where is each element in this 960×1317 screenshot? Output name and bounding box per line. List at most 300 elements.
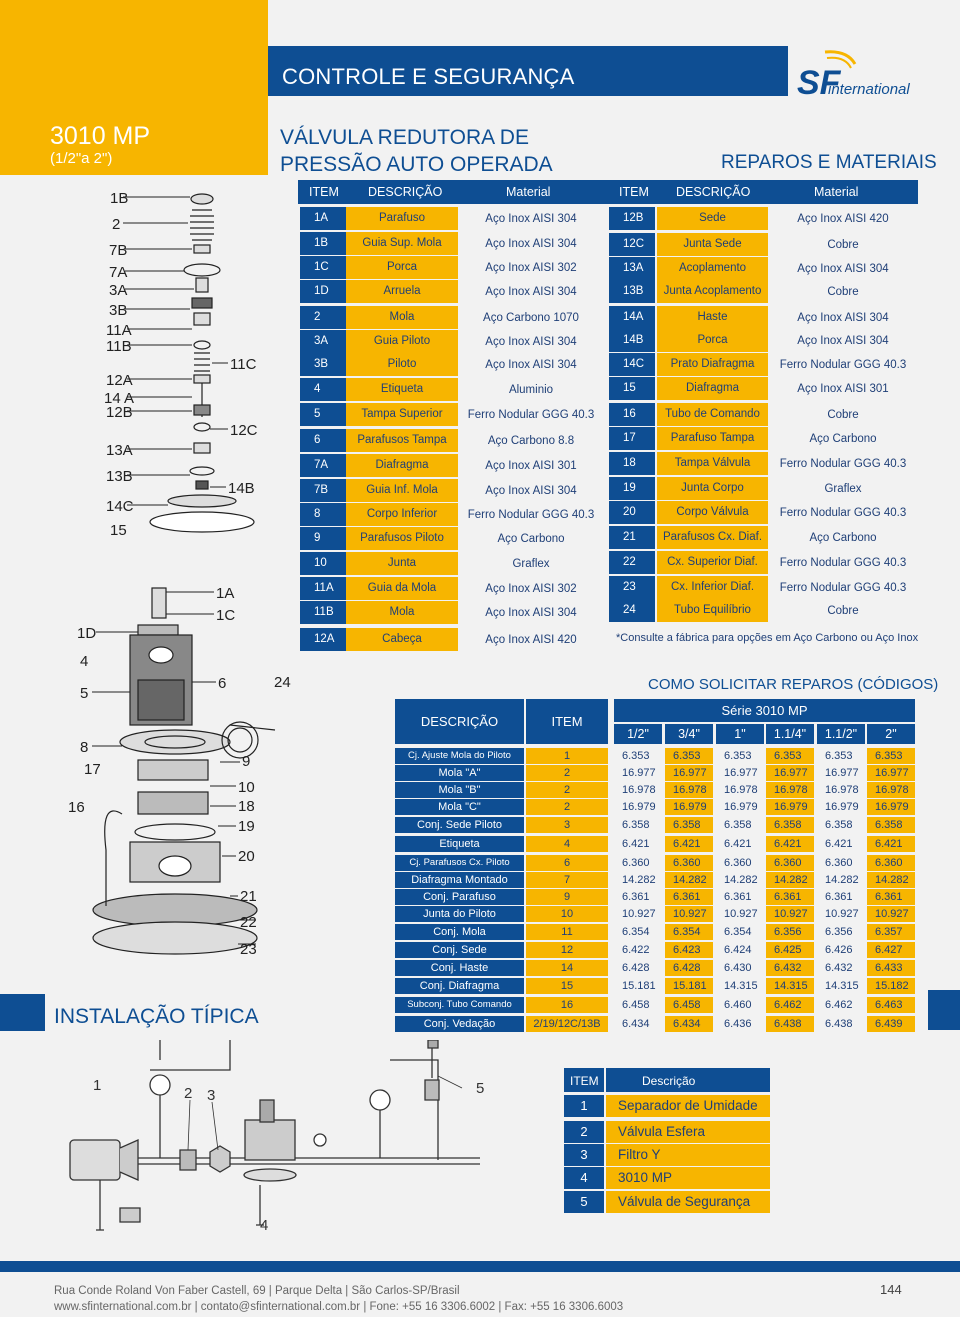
footer-contacts: www.sfinternational.com.br | contato@sfinternational.com.br | Fone: +55 16 3306.6002 | Fax: +55 16 3306.6003 [54, 1301, 624, 1313]
code-item: 11 [526, 924, 608, 940]
part-material: Aço Carbono 8.8 [487, 435, 575, 447]
code-description: Conj. Mola [395, 924, 524, 940]
code-value: 6.358 [766, 817, 814, 833]
svg-text:11B: 11B [106, 338, 132, 355]
part-description: Mola [346, 601, 458, 624]
footer-address: Rua Conde Roland Von Faber Castell, 69 | Parque Delta | São Carlos-SP/Brasil [54, 1285, 460, 1297]
part-material: Aço Inox AISI 301 [797, 383, 889, 395]
code-value: 6.438 [825, 1018, 853, 1030]
svg-text:7B: 7B [109, 242, 128, 259]
code-value: 16.979 [867, 799, 915, 815]
part-description: Guia Piloto [346, 330, 458, 353]
part-material: Ferro Nodular GGG 40.3 [779, 458, 907, 470]
code-value: 6.432 [766, 960, 814, 976]
legend-description: Filtro Y [606, 1144, 770, 1166]
part-item: 14C [609, 353, 655, 376]
svg-text:3: 3 [207, 1087, 216, 1104]
code-description: Mola "B" [395, 782, 524, 798]
svg-text:2: 2 [112, 216, 121, 233]
part-item: 5 [300, 403, 346, 426]
codes-title: COMO SOLICITAR REPAROS (CÓDIGOS) [648, 676, 939, 693]
part-item: 14B [609, 329, 655, 352]
code-value: 15.181 [665, 978, 713, 994]
part-material: Aço Inox AISI 302 [485, 583, 577, 595]
code-value: 6.353 [622, 750, 650, 762]
part-item: 11A [300, 577, 346, 600]
part-item: 10 [300, 552, 346, 575]
code-value: 6.354 [622, 926, 650, 938]
code-value: 6.357 [867, 924, 915, 940]
header-description: DESCRIÇÃO [368, 185, 443, 199]
part-material: Graflex [824, 483, 862, 495]
part-description: Porca [346, 256, 458, 279]
valve-title [280, 124, 553, 178]
code-value: 6.424 [724, 944, 752, 956]
part-material: Ferro Nodular GGG 40.3 [779, 507, 907, 519]
code-value: 6.428 [622, 962, 650, 974]
installation-title: INSTALAÇÃO TÍPICA [54, 1005, 259, 1028]
legend-header-item: ITEM [564, 1068, 604, 1092]
part-description: Parafuso Tampa [657, 427, 768, 450]
part-material: Aço Carbono [497, 533, 565, 545]
code-description: Mola "A" [395, 765, 524, 781]
part-item: 16 [609, 403, 655, 426]
part-material: Aço Inox AISI 304 [485, 485, 577, 497]
codes-size-header: 1.1/4" [766, 724, 814, 744]
svg-text:1A: 1A [216, 585, 235, 602]
code-value: 6.439 [867, 1016, 915, 1032]
part-material: Ferro Nodular GGG 40.3 [779, 557, 907, 569]
code-value: 14.282 [867, 872, 915, 888]
legend-description: Válvula Esfera [606, 1121, 770, 1143]
part-item: 15 [609, 377, 655, 400]
svg-text:19: 19 [238, 818, 255, 835]
code-value: 16.977 [622, 767, 656, 779]
code-value: 6.421 [665, 836, 713, 852]
part-item: 3B [300, 353, 346, 376]
part-description: Arruela [346, 280, 458, 303]
code-value: 6.432 [825, 962, 853, 974]
code-value: 6.361 [724, 891, 752, 903]
legend-description: Válvula de Segurança [606, 1191, 770, 1213]
code-value: 6.423 [665, 942, 713, 958]
part-item: 1C [300, 256, 346, 279]
code-value: 16.978 [665, 782, 713, 798]
code-value: 6.426 [825, 944, 853, 956]
part-item: 13B [609, 280, 655, 303]
part-item: 13A [609, 257, 655, 280]
part-description: Tubo de Comando [657, 403, 768, 426]
codes-size-header: 3/4" [665, 724, 713, 744]
valve-title-line2: PRESSÃO AUTO OPERADA [280, 153, 553, 176]
code-item: 10 [526, 906, 608, 922]
parts-note: *Consulte a fábrica para opções em Aço Carbono ou Aço Inox [616, 632, 919, 644]
part-item: 24 [609, 599, 655, 622]
part-description: Sede [657, 207, 768, 230]
code-value: 6.433 [867, 960, 915, 976]
code-item: 15 [526, 978, 608, 994]
code-value: 6.360 [665, 855, 713, 871]
svg-text:4: 4 [80, 653, 89, 670]
legend-item: 3 [564, 1144, 604, 1166]
part-material: Aço Carbono 1070 [483, 312, 579, 324]
code-value: 6.425 [766, 942, 814, 958]
svg-text:18: 18 [238, 798, 255, 815]
code-value: 14.282 [825, 874, 859, 886]
svg-text:24: 24 [274, 674, 291, 691]
code-value: 6.358 [867, 817, 915, 833]
legend-item: 2 [564, 1121, 604, 1143]
codes-size-header: 1" [716, 724, 764, 744]
code-value: 6.428 [665, 960, 713, 976]
svg-text:4: 4 [260, 1217, 269, 1234]
logo-text: international [828, 81, 910, 98]
part-material: Ferro Nodular GGG 40.3 [467, 509, 595, 521]
part-material: Cobre [827, 605, 859, 617]
part-material: Aço Inox AISI 304 [485, 336, 577, 348]
footer-band [0, 1261, 960, 1272]
code-value: 6.353 [867, 748, 915, 764]
codes-header-item: ITEM [526, 699, 608, 744]
legend-description: Separador de Umidade [606, 1095, 770, 1117]
part-material: Aço Inox AISI 420 [797, 213, 889, 225]
part-material: Cobre [827, 409, 859, 421]
code-description: Conj. Diafragma [395, 978, 524, 994]
code-value: 6.460 [724, 999, 752, 1011]
part-material: Graflex [512, 558, 550, 570]
code-value: 6.438 [766, 1016, 814, 1032]
code-value: 6.358 [825, 819, 853, 831]
svg-text:20: 20 [238, 848, 255, 865]
part-material: Aço Inox AISI 304 [485, 359, 577, 371]
code-description: Conj. Sede [395, 942, 524, 958]
code-value: 16.977 [766, 765, 814, 781]
code-value: 6.427 [867, 942, 915, 958]
code-value: 16.978 [825, 784, 859, 796]
code-value: 6.361 [825, 891, 853, 903]
code-value: 6.358 [665, 817, 713, 833]
installation-bar [0, 994, 45, 1031]
code-value: 6.462 [766, 997, 814, 1013]
code-item: 7 [526, 872, 608, 888]
code-value: 16.977 [665, 765, 713, 781]
header-item: ITEM [309, 185, 339, 199]
codes-header-serie: Série 3010 MP [614, 699, 915, 722]
part-description: Junta Corpo [657, 477, 768, 500]
codes-size-header: 1.1/2" [817, 724, 865, 744]
code-value: 6.462 [825, 999, 853, 1011]
svg-text:3B: 3B [109, 302, 128, 319]
code-value: 16.977 [724, 767, 758, 779]
part-item: 17 [609, 427, 655, 450]
svg-text:12B: 12B [106, 404, 133, 421]
part-material: Cobre [827, 286, 859, 298]
svg-text:10: 10 [238, 779, 255, 796]
svg-text:2: 2 [184, 1085, 193, 1102]
legend-description: 3010 MP [606, 1167, 770, 1189]
part-material: Aço Inox AISI 304 [485, 213, 577, 225]
code-value: 6.458 [665, 997, 713, 1013]
part-material: Ferro Nodular GGG 40.3 [779, 582, 907, 594]
code-value: 6.353 [766, 748, 814, 764]
code-value: 6.361 [665, 889, 713, 905]
code-value: 6.353 [825, 750, 853, 762]
svg-text:16: 16 [68, 799, 85, 816]
svg-text:17: 17 [84, 761, 101, 778]
code-value: 15.182 [867, 978, 915, 994]
part-description: Etiqueta [346, 378, 458, 401]
code-item: 12 [526, 942, 608, 958]
svg-text:11A: 11A [106, 322, 132, 339]
svg-text:3A: 3A [109, 282, 128, 299]
part-material: Cobre [827, 239, 859, 251]
part-item: 1B [300, 232, 346, 255]
part-material: Aço Inox AISI 302 [485, 262, 577, 274]
svg-text:7A: 7A [109, 264, 128, 281]
header-description: DESCRIÇÃO [676, 185, 751, 199]
svg-text:5: 5 [476, 1080, 485, 1097]
part-material: Aço Inox AISI 301 [485, 460, 577, 472]
part-description: Prato Diafragma [657, 353, 768, 376]
svg-text:5: 5 [80, 685, 89, 702]
exploded-valve-diagram [60, 580, 300, 975]
part-item: 22 [609, 551, 655, 574]
model-size: (1/2"a 2") [50, 150, 113, 167]
part-item: 12C [609, 233, 655, 256]
code-value: 14.282 [622, 874, 656, 886]
header-item: ITEM [619, 185, 649, 199]
code-value: 6.421 [724, 838, 752, 850]
svg-text:11C: 11C [230, 356, 257, 373]
exploded-pilot-diagram [60, 185, 270, 545]
part-description: Tampa Válvula [657, 452, 768, 475]
part-material: Aluminio [508, 384, 554, 396]
svg-text:14C: 14C [106, 498, 134, 515]
code-value: 10.927 [867, 906, 915, 922]
part-description: Parafusos Cx. Diaf. [657, 526, 768, 549]
code-value: 6.360 [622, 857, 650, 869]
part-item: 12B [609, 207, 655, 230]
page-number: 144 [880, 1282, 902, 1297]
codes-header-description: DESCRIÇÃO [395, 699, 524, 744]
svg-text:13A: 13A [106, 442, 133, 459]
code-value: 6.358 [622, 819, 650, 831]
svg-text:9: 9 [242, 753, 251, 770]
part-material: Aço Inox AISI 304 [797, 263, 889, 275]
code-value: 14.282 [766, 872, 814, 888]
codes-size-header: 2" [867, 724, 915, 744]
code-description: Cj. Ajuste Mola do Piloto [395, 748, 524, 764]
reparos-title: REPAROS E MATERIAIS [721, 152, 937, 173]
svg-text:21: 21 [240, 888, 257, 905]
code-value: 16.979 [665, 799, 713, 815]
code-value: 6.360 [867, 855, 915, 871]
code-value: 6.361 [867, 889, 915, 905]
code-value: 6.421 [825, 838, 853, 850]
code-description: Conj. Sede Piloto [395, 817, 524, 833]
code-value: 6.360 [766, 855, 814, 871]
svg-text:1B: 1B [110, 190, 129, 207]
code-description: Cj. Parafusos Cx. Piloto [395, 855, 524, 871]
part-description: Diafragma [346, 454, 458, 477]
svg-text:22: 22 [240, 914, 257, 931]
code-value: 14.315 [766, 978, 814, 994]
part-description: Tubo Equilíbrio [657, 599, 768, 622]
header-material: Material [506, 185, 551, 199]
svg-text:12A: 12A [106, 372, 133, 389]
part-description: Acoplamento [657, 257, 768, 280]
part-description: Cx. Superior Diaf. [657, 551, 768, 574]
part-material: Aço Inox AISI 304 [485, 238, 577, 250]
code-description: Subconj. Tubo Comando [395, 997, 524, 1013]
installation-diagram [60, 1040, 560, 1255]
svg-text:1D: 1D [77, 625, 97, 642]
part-description: Cabeça [346, 628, 458, 651]
part-description: Junta Acoplamento [657, 280, 768, 303]
part-item: 23 [609, 576, 655, 599]
part-item: 8 [300, 503, 346, 526]
part-material: Aço Inox AISI 304 [797, 335, 889, 347]
part-item: 7B [300, 479, 346, 502]
part-description: Cx. Inferior Diaf. [657, 576, 768, 599]
part-description: Parafusos Tampa [346, 429, 458, 452]
part-material: Aço Carbono [809, 433, 877, 445]
part-description: Guia Sup. Mola [346, 232, 458, 255]
valve-title-line1: VÁLVULA REDUTORA DE [280, 126, 529, 149]
code-value: 16.977 [867, 765, 915, 781]
part-description: Diafragma [657, 377, 768, 400]
code-value: 16.979 [622, 801, 656, 813]
code-value: 10.927 [665, 906, 713, 922]
part-item: 3A [300, 330, 346, 353]
part-description: Porca [657, 329, 768, 352]
svg-text:15: 15 [110, 522, 127, 539]
code-value: 16.978 [622, 784, 656, 796]
code-value: 10.927 [825, 908, 859, 920]
code-value: 6.434 [622, 1018, 650, 1030]
legend-item: 5 [564, 1191, 604, 1213]
code-value: 16.977 [825, 767, 859, 779]
part-description: Guia da Mola [346, 577, 458, 600]
part-item: 18 [609, 452, 655, 475]
part-material: Aço Inox AISI 420 [485, 634, 577, 646]
code-description: Conj. Parafuso [395, 889, 524, 905]
part-item: 1D [300, 280, 346, 303]
code-value: 16.978 [766, 782, 814, 798]
code-description: Junta do Piloto [395, 906, 524, 922]
code-value: 6.354 [724, 926, 752, 938]
right-edge-bar [928, 990, 960, 1030]
code-value: 6.360 [724, 857, 752, 869]
code-value: 6.430 [724, 962, 752, 974]
svg-text:23: 23 [240, 941, 257, 958]
parts-table-header [298, 180, 918, 204]
code-item: 2 [526, 782, 608, 798]
legend-item: 4 [564, 1167, 604, 1189]
code-value: 6.360 [825, 857, 853, 869]
code-item: 2/19/12C/13B [526, 1016, 608, 1032]
code-value: 6.353 [665, 748, 713, 764]
code-description: Mola "C" [395, 799, 524, 815]
part-item: 12A [300, 628, 346, 651]
code-value: 6.354 [665, 924, 713, 940]
code-value: 6.361 [766, 889, 814, 905]
code-description: Conj. Vedação [395, 1016, 524, 1032]
code-item: 9 [526, 889, 608, 905]
part-item: 11B [300, 601, 346, 624]
part-item: 1A [300, 207, 346, 230]
code-value: 6.463 [867, 997, 915, 1013]
code-value: 16.978 [867, 782, 915, 798]
svg-text:14 A: 14 A [104, 390, 135, 407]
code-item: 4 [526, 836, 608, 852]
part-description: Tampa Superior [346, 403, 458, 426]
part-item: 4 [300, 378, 346, 401]
code-item: 3 [526, 817, 608, 833]
part-item: 7A [300, 454, 346, 477]
code-value: 14.282 [665, 872, 713, 888]
part-description: Corpo Válvula [657, 501, 768, 524]
code-value: 6.356 [825, 926, 853, 938]
code-item: 6 [526, 855, 608, 871]
code-value: 6.353 [724, 750, 752, 762]
code-description: Etiqueta [395, 836, 524, 852]
part-item: 2 [300, 306, 346, 329]
svg-text:13B: 13B [106, 468, 133, 485]
code-description: Conj. Haste [395, 960, 524, 976]
part-item: 19 [609, 477, 655, 500]
part-description: Guia Inf. Mola [346, 479, 458, 502]
part-item: 20 [609, 501, 655, 524]
part-description: Parafusos Piloto [346, 527, 458, 550]
part-description: Junta [346, 552, 458, 575]
code-value: 16.979 [724, 801, 758, 813]
code-item: 1 [526, 748, 608, 764]
svg-text:12C: 12C [230, 422, 258, 439]
part-material: Ferro Nodular GGG 40.3 [467, 409, 595, 421]
part-description: Junta Sede [657, 233, 768, 256]
svg-text:6: 6 [218, 675, 227, 692]
code-value: 6.361 [622, 891, 650, 903]
part-description: Piloto [346, 353, 458, 376]
logo-mark: SF [797, 64, 841, 100]
code-item: 2 [526, 799, 608, 815]
model-code: 3010 MP [50, 122, 151, 150]
part-material: Aço Inox AISI 304 [485, 286, 577, 298]
code-value: 6.436 [724, 1018, 752, 1030]
part-description: Haste [657, 306, 768, 329]
svg-text:14B: 14B [228, 480, 255, 497]
part-item: 14A [609, 306, 655, 329]
part-description: Mola [346, 306, 458, 329]
code-value: 6.421 [766, 836, 814, 852]
code-value: 14.315 [724, 980, 758, 992]
code-value: 6.421 [867, 836, 915, 852]
code-description: Diafragma Montado [395, 872, 524, 888]
part-material: Aço Inox AISI 304 [797, 312, 889, 324]
banner-title: CONTROLE E SEGURANÇA [282, 64, 575, 89]
code-value: 14.282 [724, 874, 758, 886]
code-value: 16.979 [766, 799, 814, 815]
part-item: 9 [300, 527, 346, 550]
part-item: 21 [609, 526, 655, 549]
code-item: 14 [526, 960, 608, 976]
part-material: Aço Inox AISI 304 [485, 607, 577, 619]
code-value: 15.181 [622, 980, 656, 992]
legend-item: 1 [564, 1095, 604, 1117]
part-item: 6 [300, 429, 346, 452]
svg-text:8: 8 [80, 739, 89, 756]
